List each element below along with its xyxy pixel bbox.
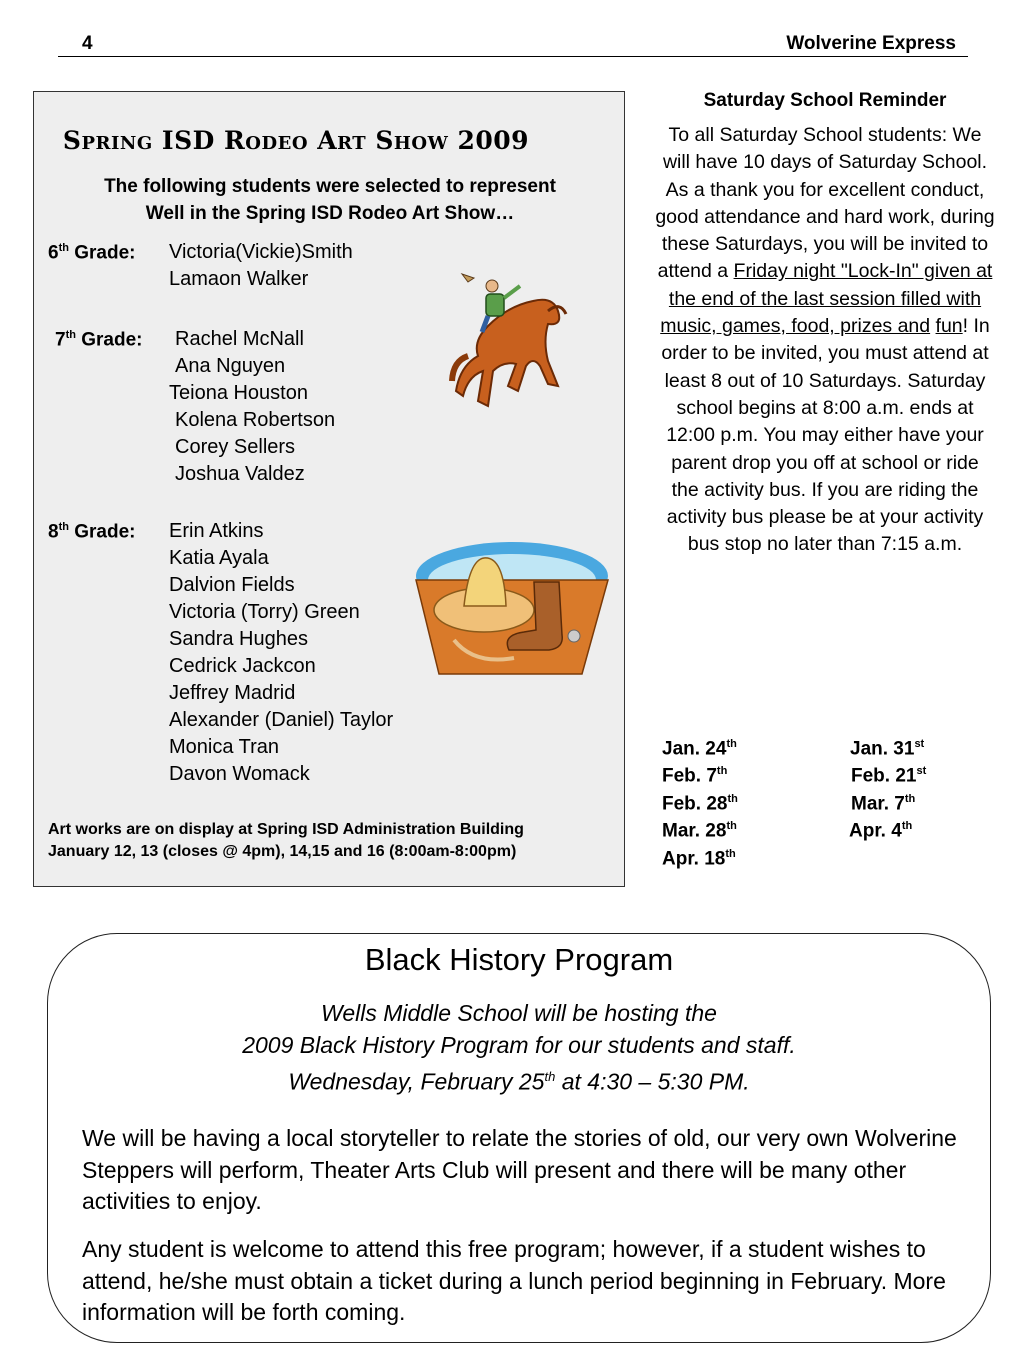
student-name: Joshua Valdez	[175, 463, 305, 485]
student-name: Katia Ayala	[169, 547, 269, 569]
date-suffix: th	[726, 820, 737, 832]
date-suffix: st	[916, 765, 927, 777]
saturday-text-intro: To all Saturday School students: We will have 10 days of Saturday School. As a thank you for excellent conduct, good attendance and hard work, during these Saturdays, you will be invited to attend a	[655, 124, 995, 283]
saturday-date	[851, 765, 926, 787]
student-name: Monica Tran	[169, 736, 280, 758]
student-name: Erin Atkins	[169, 520, 264, 542]
saturday-date	[662, 848, 736, 870]
grade-suffix: th	[58, 242, 69, 254]
date-suffix: th	[544, 1069, 556, 1084]
student-name: Rachel McNall	[175, 328, 304, 350]
date-text: Apr. 4	[849, 820, 902, 842]
rodeo-footer-line-2: January 12, 13 (closes @ 4pm), 14,15 and 16 (8:00am-8:00pm)	[48, 843, 517, 860]
rodeo-intro	[40, 173, 620, 227]
event-date: Wednesday, February 25	[288, 1068, 545, 1095]
student-name: Kolena Robertson	[175, 409, 336, 431]
grade-number: 7	[55, 329, 66, 351]
black-history-title: Black History Program	[364, 942, 674, 977]
rodeo-intro-line-1: The following students were selected to represent	[104, 176, 556, 197]
saturday-date	[850, 738, 924, 760]
bucking-horse-clipart	[448, 266, 568, 416]
saturday-date	[851, 793, 915, 815]
page-number: 4	[82, 33, 93, 54]
date-suffix: th	[901, 820, 913, 832]
student-name: Jeffrey Madrid	[169, 682, 296, 704]
date-suffix: th	[725, 848, 736, 860]
grade-8-label	[48, 521, 136, 543]
date-text: Feb. 7	[662, 765, 717, 787]
student-name: Dalvion Fields	[169, 574, 295, 596]
grade-number: 6	[48, 242, 59, 264]
rodeo-title: Spring ISD Rodeo Art Show 2009	[62, 126, 530, 155]
date-suffix: th	[904, 793, 916, 805]
saturday-school-body	[655, 122, 995, 559]
grade-word: Grade:	[81, 329, 143, 351]
black-history-paragraph-2: Any student is welcome to attend this free program; however, if a student wishes to attend, he/she must obtain a ticket during a lunch period beginning in February. More information will be forth coming.	[82, 1236, 946, 1325]
saturday-date	[849, 820, 912, 842]
date-text: Feb. 21	[851, 765, 917, 787]
subtitle-line-3	[47, 1061, 991, 1098]
fun-text: fun	[935, 315, 963, 338]
grade-7-names	[169, 326, 336, 488]
grade-7-label	[55, 329, 143, 351]
header-rule	[58, 56, 968, 57]
grade-word: Grade:	[74, 521, 136, 543]
saturday-text-details: In order to be invited, you must attend at least 8 out of 10 Saturdays. Saturday school begins at 8:00 a.m. ends at 12:00 p.m. You may either have your parent drop you off at school or ride the activity bus. If you are riding the activity bus please be at your activity bus stop no later than 7:15 a.m.	[661, 315, 990, 556]
grade-6-label	[48, 242, 136, 264]
student-name: Corey Sellers	[175, 436, 296, 458]
student-name: Cedrick Jackcon	[169, 655, 316, 677]
student-name: Sandra Hughes	[169, 628, 308, 650]
subtitle-line-1: Wells Middle School will be hosting the	[321, 1000, 717, 1026]
student-name: Ana Nguyen	[175, 355, 286, 377]
date-text: Mar. 7	[851, 793, 905, 815]
date-text: Jan. 24	[662, 738, 727, 760]
hat-and-boot-clipart	[414, 540, 610, 676]
student-name: Victoria (Torry) Green	[169, 601, 360, 623]
student-name: Davon Womack	[169, 763, 310, 785]
student-name: Lamaon Walker	[169, 268, 309, 290]
saturday-date	[662, 793, 738, 815]
event-time: at 4:30 – 5:30 PM.	[555, 1068, 750, 1095]
student-name: Alexander (Daniel) Taylor	[169, 709, 394, 731]
student-name: Victoria(Vickie)Smith	[169, 241, 353, 263]
grade-8-names	[169, 518, 393, 788]
rodeo-intro-line-2: Well in the Spring ISD Rodeo Art Show…	[145, 203, 515, 224]
date-suffix: th	[726, 738, 737, 750]
rodeo-footer-line-1: Art works are on display at Spring ISD Administration Building	[48, 821, 524, 838]
saturday-school-title: Saturday School Reminder	[703, 90, 947, 111]
date-text: Feb. 28	[662, 793, 728, 815]
date-text: Mar. 28	[662, 820, 727, 842]
date-suffix: th	[716, 765, 728, 777]
black-history-subtitle	[47, 997, 991, 1098]
date-suffix: st	[914, 738, 925, 750]
grade-number: 8	[48, 521, 59, 543]
newsletter-name: Wolverine Express	[786, 33, 956, 54]
student-name: Teiona Houston	[169, 382, 308, 404]
lock-in-text: Friday night "Lock-In" given at the end of the last session filled with music, games, food, prizes and	[660, 260, 993, 338]
date-suffix: th	[727, 793, 738, 805]
grade-6-names	[169, 239, 353, 293]
exclamation: !	[962, 315, 969, 338]
subtitle-line-2: 2009 Black History Program for our students and staff.	[242, 1032, 796, 1058]
saturday-date	[662, 738, 737, 760]
grade-suffix: th	[65, 329, 76, 341]
grade-word: Grade:	[74, 242, 136, 264]
grade-suffix: th	[58, 521, 69, 533]
saturday-date	[662, 820, 737, 842]
date-text: Apr. 18	[662, 848, 726, 870]
rodeo-footer	[48, 819, 524, 863]
saturday-date	[662, 765, 727, 787]
date-text: Jan. 31	[850, 738, 915, 760]
black-history-paragraph-1: We will be having a local storyteller to relate the stories of old, our very own Wolverine Steppers will perform, Theater Arts Club will present and there will be many other activities to enjoy.	[82, 1125, 957, 1214]
